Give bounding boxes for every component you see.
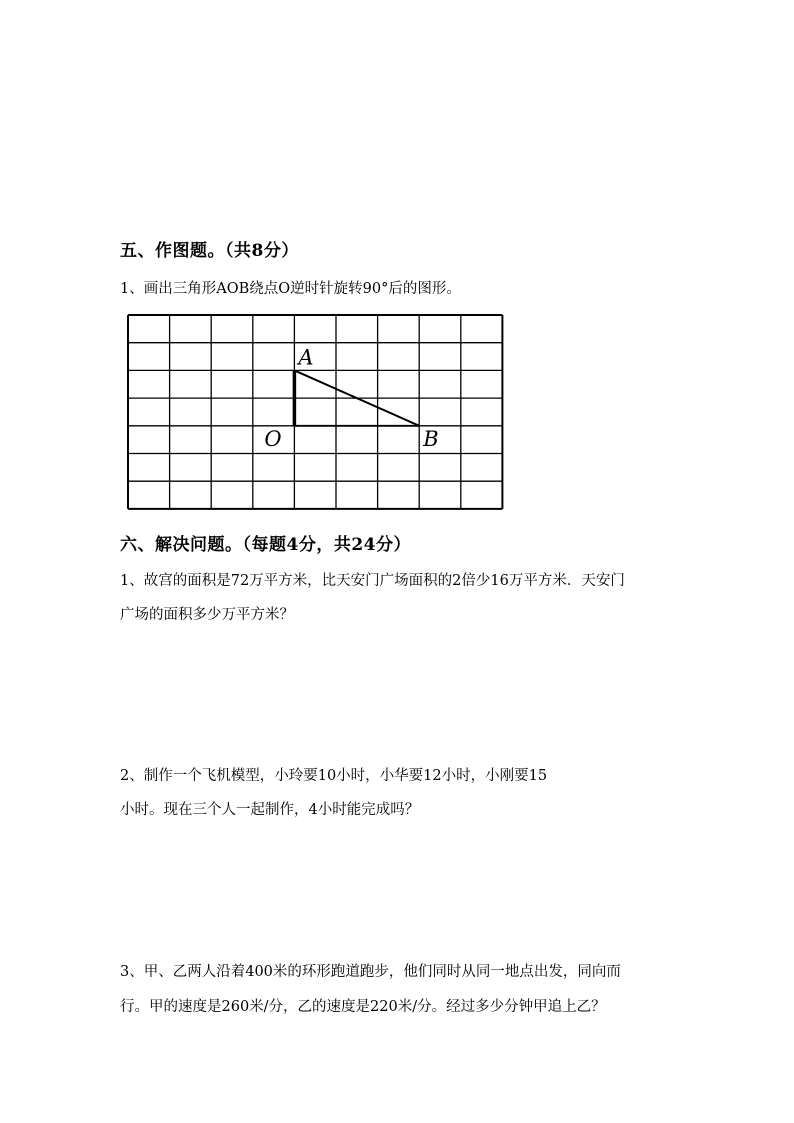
grid-figure <box>126 313 506 511</box>
problem-3-line-1: 3、甲、乙两人沿着400米的环形跑道跑步，他们同时从同一地点出发，同向而 <box>120 964 621 980</box>
section-5-title: 五、作图题。（共8分） <box>120 241 299 261</box>
problem-1-line-2: 广场的面积多少万平方米？ <box>120 607 294 623</box>
problem-3-line-2: 行。甲的速度是260米/分，乙的速度是220米/分。经过多少分钟甲追上乙？ <box>120 999 606 1015</box>
point-label-o: O <box>264 426 282 451</box>
problem-1-line-1: 1、故宫的面积是72万平方米，比天安门广场面积的2倍少16万平方米．天安门 <box>120 573 625 589</box>
point-label-b: B <box>423 426 439 451</box>
problem-2-line-2: 小时。现在三个人一起制作，4小时能完成吗？ <box>120 802 420 818</box>
point-label-a: A <box>298 345 314 370</box>
grid-lines <box>128 315 502 509</box>
drawing-question-1: 1、画出三角形AOB绕点O逆时针旋转90°后的图形。 <box>120 281 461 297</box>
section-6-title: 六、解决问题。（每题4分，共24分） <box>120 535 411 555</box>
problem-2-line-1: 2、制作一个飞机模型，小玲要10小时，小华要12小时，小刚要15 <box>120 768 548 784</box>
